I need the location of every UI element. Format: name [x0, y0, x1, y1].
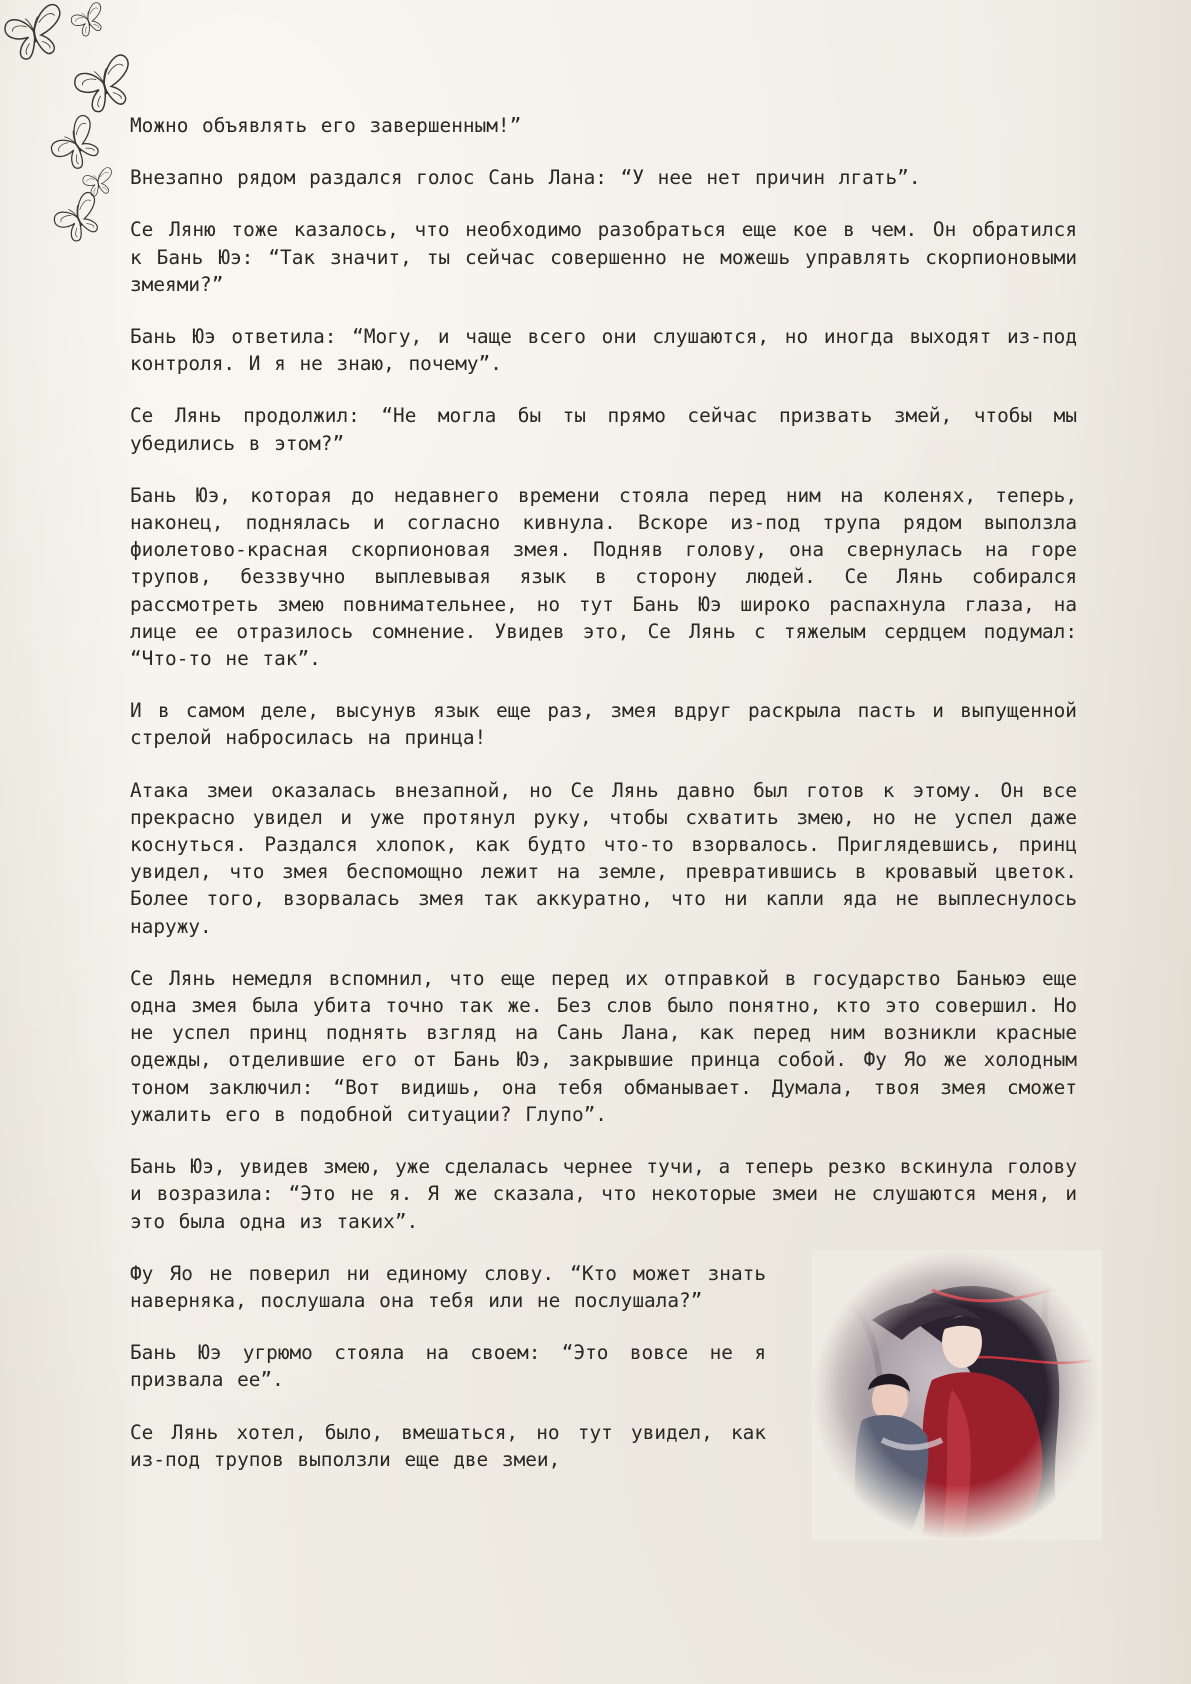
paragraph: Се Лянь хотел, было, вмешаться, но тут увидел, как из-под трупов выползли еще две змеи, — [130, 1420, 766, 1471]
paragraph: Се Лянь немедля вспомнил, что еще перед их отправкой в государство Баньюэ еще одна змея была убита точно так же. Без слов было понятно, кто это совершил. Но не успел принц поднять взгляд на Сань Лана, как перед ним возникли красные одежды, отделившие его от Бань Юэ, закрывшие принца собой. Фу Яо же холодным тоном заключил: “Вот видишь, она тебя обманывает. Думала, твоя змея сможет ужалить его в подобной ситуации? Глупо”. — [130, 966, 1077, 1126]
paragraph: Бань Юэ, увидев змею, уже сделалась чернее тучи, а теперь резко вскинула голову и возразила: “Это не я. Я же сказала, что некоторые змеи не слушаются меня, и это была одна из таких”. — [130, 1155, 1077, 1233]
paragraph: Се Лянь продолжил: “Не могла бы ты прямо сейчас призвать змей, чтобы мы убедились в этом?” — [130, 404, 1077, 455]
illustration-image — [812, 1250, 1102, 1540]
paragraph: Внезапно рядом раздался голос Сань Лана: “У нее нет причин лгать”. — [130, 166, 921, 190]
butterfly-decoration-icon — [0, 0, 145, 245]
paragraph: Атака змеи оказалась внезапной, но Се Лянь давно был готов к этому. Он все прекрасно увидел и уже протянул руку, чтобы схватить змею, но не успел даже коснуться. Раздался хлопок, как будто что-то взорвалось. Приглядевшись, принц увидел, что змея беспомощно лежит на земле, превратившись в кровавый цветок. Более того, взорвалась змея так аккуратно, что ни капли яда не выплеснулось наружу. — [130, 778, 1077, 938]
paragraph: Бань Юэ угрюмо стояла на своем: “Это вовсе не я призвала ее”. — [130, 1341, 766, 1392]
paragraph: Бань Юэ ответила: “Могу, и чаще всего они слушаются, но иногда выходят из-под контроля. И я не знаю, почему”. — [130, 325, 1077, 376]
paragraph: И в самом деле, высунув язык еще раз, змея вдруг раскрыла пасть и выпущенной стрелой набросилась на принца! — [130, 699, 1077, 750]
paragraph: Фу Яо не поверил ни единому слову. “Кто может знать наверняка, послушала она тебя или не послушала?” — [130, 1261, 766, 1312]
paragraph: Се Ляню тоже казалось, что необходимо разобраться еще кое в чем. Он обратился к Бань Юэ: “Так значит, ты сейчас совершенно не можешь управлять скорпионовыми змеями?” — [130, 218, 1077, 296]
paragraph: Можно объявлять его завершенным!” — [130, 114, 522, 137]
paragraph: Бань Юэ, которая до недавнего времени стояла перед ним на коленях, теперь, наконец, поднялась и согласно кивнула. Вскоре из-под трупа рядом выползла фиолетово-красная скорпионовая змея. Подняв голову, она свернулась на горе трупов, беззвучно выплевывая язык в сторону людей. Се Лянь собирался рассмотреть змею повнимательнее, но тут Бань Юэ широко распахнула глаза, на лице ее отразилось сомнение. Увидев это, Се Лянь с тяжелым сердцем подумал: “Что-то не так”. — [130, 483, 1077, 671]
